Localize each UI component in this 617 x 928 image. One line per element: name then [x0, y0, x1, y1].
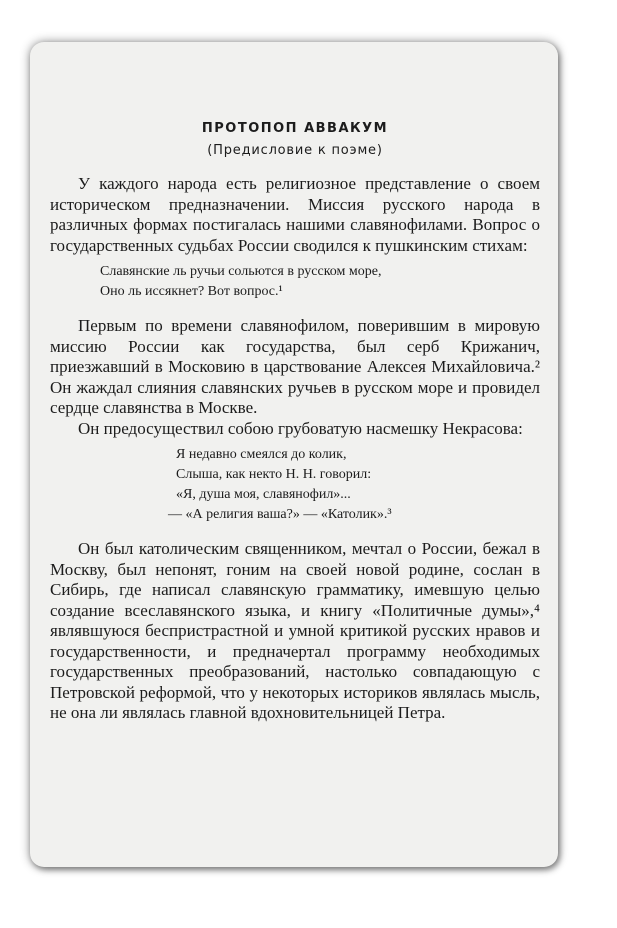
verse-line: Славянские ль ручьи сольются в русском море,: [100, 264, 382, 279]
verse-line: Я недавно смеялся до колик,: [176, 447, 347, 462]
page-title: ПРОТОПОП АВВАКУМ: [201, 121, 389, 136]
page-subtitle: (Предисловие к поэме): [207, 143, 383, 158]
book-page: [30, 42, 558, 867]
paragraph-1: У каждого народа есть религиозное представление о своем историческом предназначении. Миссия русского народа в различных формах постигалась нашими славянофилами. Вопрос о государственных судьбах России сводился к пушкинским стихам:: [50, 174, 540, 255]
verse-line: Оно ль иссякнет? Вот вопрос.¹: [100, 284, 283, 299]
paragraph-3: Он предосуществил собою грубоватую насмешку Некрасова:: [78, 418, 523, 438]
verse-line: «Я, душа моя, славянофил»...: [176, 487, 351, 502]
verse-nekrasov: [50, 445, 540, 525]
verse-line: — «А религия ваша?» — «Католик».³: [168, 507, 392, 522]
page-content: [50, 120, 540, 724]
paragraph-4: Он был католическим священником, мечтал о России, бежал в Москву, был непонят, гоним на своей новой родине, сослан в Сибирь, где написал славянскую грамматику, имевшую целью создание всеславянского языка, и книгу «Политичные думы»,⁴ являвшуюся беспристрастной и умной критикой русских нравов и государственности, и предначертал программу необходимых государственных преобразований, настолько совпадающую с Петровской реформой, что у некоторых историков являлась мысль, не она ли являлась главной вдохновительницей Петра.: [50, 539, 540, 722]
verse-line: Слыша, как некто Н. Н. говорил:: [176, 467, 372, 482]
verse-pushkin: [50, 262, 540, 302]
paragraph-2: Первым по времени славянофилом, поверившим в мировую миссию России как государства, был серб Крижанич, приезжавший в Московию в царствование Алексея Михайловича.² Он жаждал слияния славянских ручьев в русском море и провидел сердце славянства в Москве.: [50, 316, 540, 417]
